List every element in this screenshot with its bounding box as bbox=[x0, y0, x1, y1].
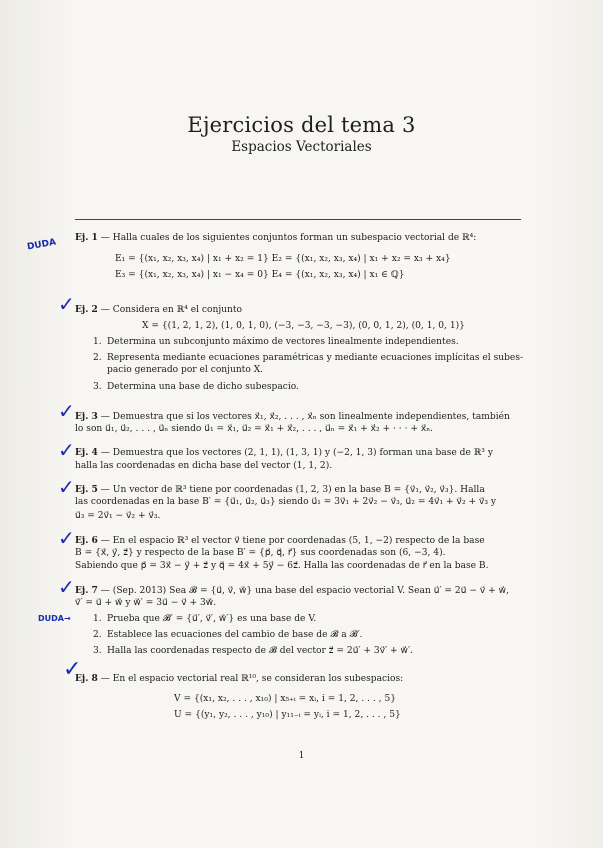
subspace-v-definition: V = {(x₁, x₂, . . . , x₁₀) | x₅₊ᵢ = xᵢ, i = 1, 2, . . . , 5} bbox=[174, 694, 397, 704]
exercise-text: — En el espacio ℝ³ el vector v⃗ tiene por coordenadas (5, 1, −2) respecto de la base bbox=[100, 536, 485, 546]
exercise-label: Ej. 7 bbox=[75, 585, 98, 596]
check-mark-icon: ✓ bbox=[58, 575, 75, 599]
arrow-icon: → bbox=[63, 614, 71, 623]
exercise-text-line: halla las coordenadas en dicha base del vector (1, 1, 2). bbox=[75, 461, 333, 471]
check-mark-icon: ✓ bbox=[63, 657, 82, 682]
exercise-label: Ej. 2 bbox=[75, 304, 98, 315]
exercise-label: Ej. 3 bbox=[75, 411, 98, 422]
handwritten-duda-note: DUDA→ bbox=[38, 614, 71, 623]
exercise-label: Ej. 4 bbox=[75, 447, 98, 458]
set-definitions-line-2: E₃ = {(x₁, x₂, x₃, x₄) | x₁ − x₄ = 0} E₄ = {(x₁, x₂, x₃, x₄) | x₁ ∈ ℚ} bbox=[115, 270, 405, 280]
exercise-text-line: v⃗′ = u⃗ + w⃗ y w⃗′ = 3u⃗ − v⃗ + 3w⃗. bbox=[75, 598, 217, 608]
exercise-text: — Considera en ℝ⁴ el conjunto bbox=[100, 305, 242, 315]
exercise-label: Ej. 8 bbox=[75, 673, 98, 684]
exercise-text-line: B = {x⃗, y⃗, z⃗} y respecto de la base B′ = {p⃗, q⃗, r⃗} sus coordenadas son (6, −3, 4). bbox=[75, 548, 446, 558]
exercise-text-line: u⃗₃ = 2v⃗₁ − v⃗₂ + v⃗₃. bbox=[75, 511, 161, 521]
exercise-4 bbox=[75, 447, 493, 459]
list-item: 1. Prueba que 𝓑′ = {u⃗′, v⃗′, w⃗′} es una base de V. bbox=[93, 614, 317, 624]
handwritten-duda-note: DUDA bbox=[26, 237, 57, 253]
exercise-text: — Demuestra que si los vectores x⃗₁, x⃗₂, . . . , x⃗ₙ son linealmente independientes, también bbox=[100, 412, 510, 422]
exercise-label: Ej. 6 bbox=[75, 535, 98, 546]
page-title: Ejercicios del tema 3 bbox=[187, 113, 416, 137]
exercise-1 bbox=[75, 232, 476, 244]
check-mark-icon: ✓ bbox=[58, 475, 75, 499]
list-item-continuation: pacio generado por el conjunto X. bbox=[107, 365, 264, 375]
check-mark-icon: ✓ bbox=[58, 399, 75, 423]
subspace-u-definition: U = {(y₁, y₂, . . . , y₁₀) | y₁₁₋ᵢ = yᵢ, i = 1, 2, . . . , 5} bbox=[174, 710, 401, 720]
exercise-text: — (Sep. 2013) Sea 𝓑 = {u⃗, v⃗, w⃗} una base del espacio vectorial V. Sean u⃗′ = 2u⃗ − v⃗ + w⃗, bbox=[100, 586, 509, 596]
exercise-3 bbox=[75, 411, 510, 423]
set-definitions-line-1: E₁ = {(x₁, x₂, x₃, x₄) | x₁ + x₂ = 1} E₂ = {(x₁, x₂, x₃, x₄) | x₁ + x₂ = x₃ + x₄} bbox=[115, 254, 451, 264]
exercise-text-line: las coordenadas en la base B′ = {u⃗₁, u⃗₂, u⃗₃} siendo u⃗₁ = 3v⃗₁ + 2v⃗₂ − v⃗₃, u⃗₂ = 4v⃗₁ + v⃗₂ + v⃗₃ y bbox=[75, 497, 497, 507]
list-item: 3. Halla las coordenadas respecto de 𝓑 del vector z⃗ = 2u⃗′ + 3v⃗′ + w⃗′. bbox=[93, 646, 413, 656]
exercise-text: — Un vector de ℝ³ tiene por coordenadas (1, 2, 3) en la base B = {v⃗₁, v⃗₂, v⃗₃}. Halla bbox=[100, 485, 485, 495]
exercise-8 bbox=[75, 673, 403, 685]
list-item: 2. Establece las ecuaciones del cambio de base de 𝓑 a 𝓑′. bbox=[93, 630, 363, 640]
divider bbox=[75, 219, 521, 220]
check-mark-icon: ✓ bbox=[58, 526, 75, 550]
list-item: 2. Representa mediante ecuaciones paramétricas y mediante ecuaciones implícitas el subes- bbox=[93, 353, 524, 363]
check-mark-icon: ✓ bbox=[58, 438, 75, 462]
exercise-text: — Demuestra que los vectores (2, 1, 1), (1, 3, 1) y (−2, 1, 3) forman una base de ℝ³ y bbox=[100, 448, 493, 458]
exercise-label: Ej. 5 bbox=[75, 484, 98, 495]
page-subtitle: Espacios Vectoriales bbox=[231, 139, 372, 155]
list-item: 3. Determina una base de dicho subespacio. bbox=[93, 382, 299, 392]
page-number: 1 bbox=[298, 751, 305, 761]
exercise-text-line: Sabiendo que p⃗ = 3x⃗ − y⃗ + z⃗ y q⃗ = 4x⃗ + 5y⃗ − 6z⃗. Halla las coordenadas de r⃗ en la base B. bbox=[75, 561, 489, 571]
exercise-5 bbox=[75, 484, 485, 496]
set-x-definition: X = {(1, 2, 1, 2), (1, 0, 1, 0), (−3, −3, −3, −3), (0, 0, 1, 2), (0, 1, 0, 1)} bbox=[142, 321, 465, 331]
exercise-7 bbox=[75, 585, 509, 597]
exercise-label: Ej. 1 bbox=[75, 232, 98, 243]
exercise-text-line: lo son u⃗₁, u⃗₂, . . . , u⃗ₙ siendo u⃗₁ = x⃗₁, u⃗₂ = x⃗₁ + x⃗₂, . . . , u⃗ₙ = x⃗₁ + x⃗₂ + · · · + x⃗ₙ. bbox=[75, 424, 434, 434]
exercise-text: — Halla cuales de los siguientes conjuntos forman un subespacio vectorial de ℝ⁴: bbox=[100, 233, 477, 243]
list-item: 1. Determina un subconjunto máximo de vectores linealmente independientes. bbox=[93, 337, 459, 347]
exercise-6 bbox=[75, 535, 485, 547]
exercise-2 bbox=[75, 304, 242, 316]
exercise-text: — En el espacio vectorial real ℝ¹⁰, se consideran los subespacios: bbox=[100, 674, 404, 684]
check-mark-icon: ✓ bbox=[58, 292, 75, 316]
